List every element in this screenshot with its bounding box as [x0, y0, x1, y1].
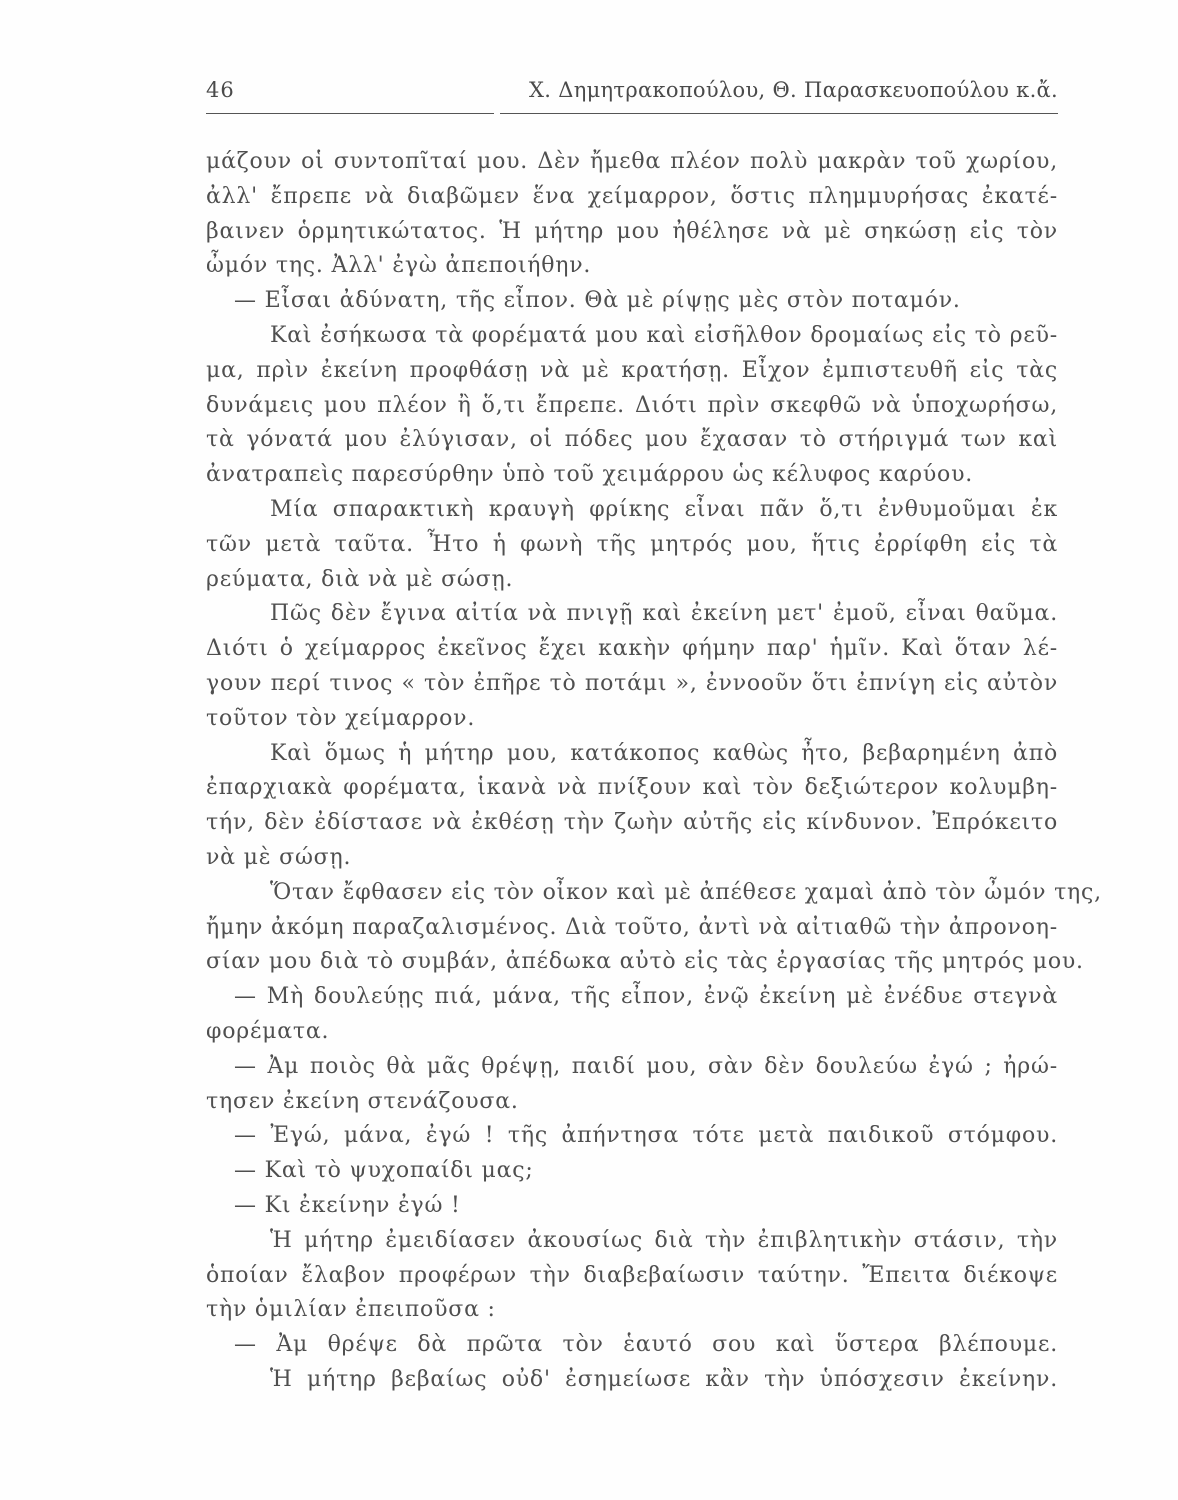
text-line: μα, πρὶν ἐκείνη προφθάσῃ νὰ μὲ κρατήσῃ. Εἶχον ἐμπιστευθῆ εἰς τὰς [206, 357, 1058, 383]
text-line: τῶν μετὰ ταῦτα. Ἦτο ἡ φωνὴ τῆς μητρός μου, ἥτις ἐρρίφθη εἰς τὰ [206, 531, 1058, 557]
text-line: ρεύματα, διὰ νὰ μὲ σώσῃ. [206, 566, 514, 592]
text-line: δυνάμεις μου πλέον ἢ ὅ,τι ἔπρεπε. Διότι πρὶν σκεφθῶ νὰ ὑποχωρήσω, [206, 392, 1058, 418]
text-line: Ἡ μήτηρ βεβαίως οὐδ' ἐσημείωσε κἂν τὴν ὑπόσχεσιν ἐκείνην. [270, 1366, 1058, 1392]
text-line: — Εἶσαι ἀδύνατη, τῆς εἶπον. Θὰ μὲ ρίψῃς μὲς στὸν ποταμόν. [234, 288, 961, 314]
text-line: τοῦτον τὸν χείμαρρον. [206, 705, 476, 731]
text-line: — Καὶ τὸ ψυχοπαίδι μας; [234, 1158, 534, 1184]
header-rule-right [500, 113, 1058, 114]
text-line: ὁποίαν ἔλαβον προφέρων τὴν διαβεβαίωσιν ταύτην. Ἔπειτα διέκοψε [206, 1262, 1058, 1288]
text-line: τησεν ἐκείνη στενάζουσα. [206, 1088, 519, 1114]
text-line: ὦμόν της. Ἀλλ' ἐγὼ ἀπεποιήθην. [206, 253, 592, 279]
text-line: — Κι ἐκείνην ἐγώ ! [234, 1192, 461, 1218]
text-line: μάζουν οἱ συντοπῖταί μου. Δὲν ἤμεθα πλέον πολὺ μακρὰν τοῦ χωρίου, [206, 149, 1058, 174]
text-line: — Ἀμ ποιὸς θὰ μᾶς θρέψῃ, παιδί μου, σὰν δὲν δουλεύω ἐγώ ; ἠρώ- [234, 1053, 1058, 1079]
text-line: φορέματα. [206, 1018, 330, 1044]
text-line: Καὶ ἐσήκωσα τὰ φορέματά μου καὶ εἰσῆλθον δρομαίως εἰς τὸ ρεῦ- [270, 322, 1058, 348]
text-line: γουν περί τινος « τὸν ἐπῆρε τὸ ποτάμι », ἐννοοῦν ὅτι ἐπνίγη εἰς αὐτὸν [206, 670, 1058, 696]
text-line: Πῶς δὲν ἔγινα αἰτία νὰ πνιγῇ καὶ ἐκείνη μετ' ἐμοῦ, εἶναι θαῦμα. [270, 601, 1058, 627]
page-number: 46 [206, 78, 235, 102]
text-line: σίαν μου διὰ τὸ συμβάν, ἀπέδωκα αὐτὸ εἰς τὰς ἐργασίας τῆς μητρός μου. [206, 949, 1084, 975]
text-line: Μία σπαρακτικὴ κραυγὴ φρίκης εἶναι πᾶν ὅ,τι ἐνθυμοῦμαι ἐκ [270, 496, 1058, 522]
text-line: — Ἀμ θρέψε δὰ πρῶτα τὸν ἑαυτό σου καὶ ὕστερα βλέπουμε. [234, 1332, 1058, 1358]
text-line: Καὶ ὅμως ἡ μήτηρ μου, κατάκοπος καθὼς ἦτο, βεβαρημένη ἀπὸ [270, 740, 1058, 766]
header-rule-left [206, 113, 494, 114]
text-line: τὴν ὁμιλίαν ἐπειποῦσα : [206, 1297, 496, 1323]
running-head: Χ. Δημητρακοπούλου, Θ. Παρασκευοπούλου κ.ἄ. [529, 78, 1058, 102]
text-line: Ἡ μήτηρ ἐμειδίασεν ἀκουσίως διὰ τὴν ἐπιβλητικὴν στάσιν, τὴν [270, 1227, 1058, 1253]
text-line: — Ἐγώ, μάνα, ἐγώ ! τῆς ἀπήντησα τότε μετὰ παιδικοῦ στόμφου. [234, 1123, 1058, 1149]
page-header [206, 78, 1058, 108]
body-text [206, 145, 1102, 1398]
text-line: βαινεν ὁρμητικώτατος. Ἡ μήτηρ μου ἠθέλησε νὰ μὲ σηκώσῃ εἰς τὸν [206, 218, 1058, 244]
text-line: ἤμην ἀκόμη παραζαλισμένος. Διὰ τοῦτο, ἀντὶ νὰ αἰτιαθῶ τὴν ἀπρονοη- [206, 914, 1058, 940]
text-line: ἐπαρχιακὰ φορέματα, ἱκανὰ νὰ πνίξουν καὶ τὸν δεξιώτερον κολυμβη- [206, 775, 1058, 801]
text-line: νὰ μὲ σώσῃ. [206, 844, 352, 870]
text-line: ἀλλ' ἔπρεπε νὰ διαβῶμεν ἕνα χείμαρρον, ὅστις πλημμυρήσας ἐκατέ- [206, 183, 1058, 209]
text-line: Ὅταν ἔφθασεν εἰς τὸν οἶκον καὶ μὲ ἀπέθεσε χαμαὶ ἀπὸ τὸν ὦμόν της, [270, 879, 1102, 905]
text-line: ἀνατραπεὶς παρεσύρθην ὑπὸ τοῦ χειμάρρου ὡς κέλυφος καρύου. [206, 462, 974, 488]
text-line: — Μὴ δουλεύῃς πιά, μάνα, τῆς εἶπον, ἐνῷ ἐκείνη μὲ ἐνέδυε στεγνὰ [234, 984, 1058, 1010]
text-line: τήν, δὲν ἐδίστασε νὰ ἐκθέσῃ τὴν ζωὴν αὐτῆς εἰς κίνδυνον. Ἐπρόκειτο [206, 810, 1058, 836]
text-line: τὰ γόνατά μου ἐλύγισαν, οἱ πόδες μου ἔχασαν τὸ στήριγμά των καὶ [206, 427, 1058, 453]
text-line: Διότι ὁ χείμαρρος ἐκεῖνος ἔχει κακὴν φήμην παρ' ἡμῖν. Καὶ ὅταν λέ- [206, 636, 1058, 662]
